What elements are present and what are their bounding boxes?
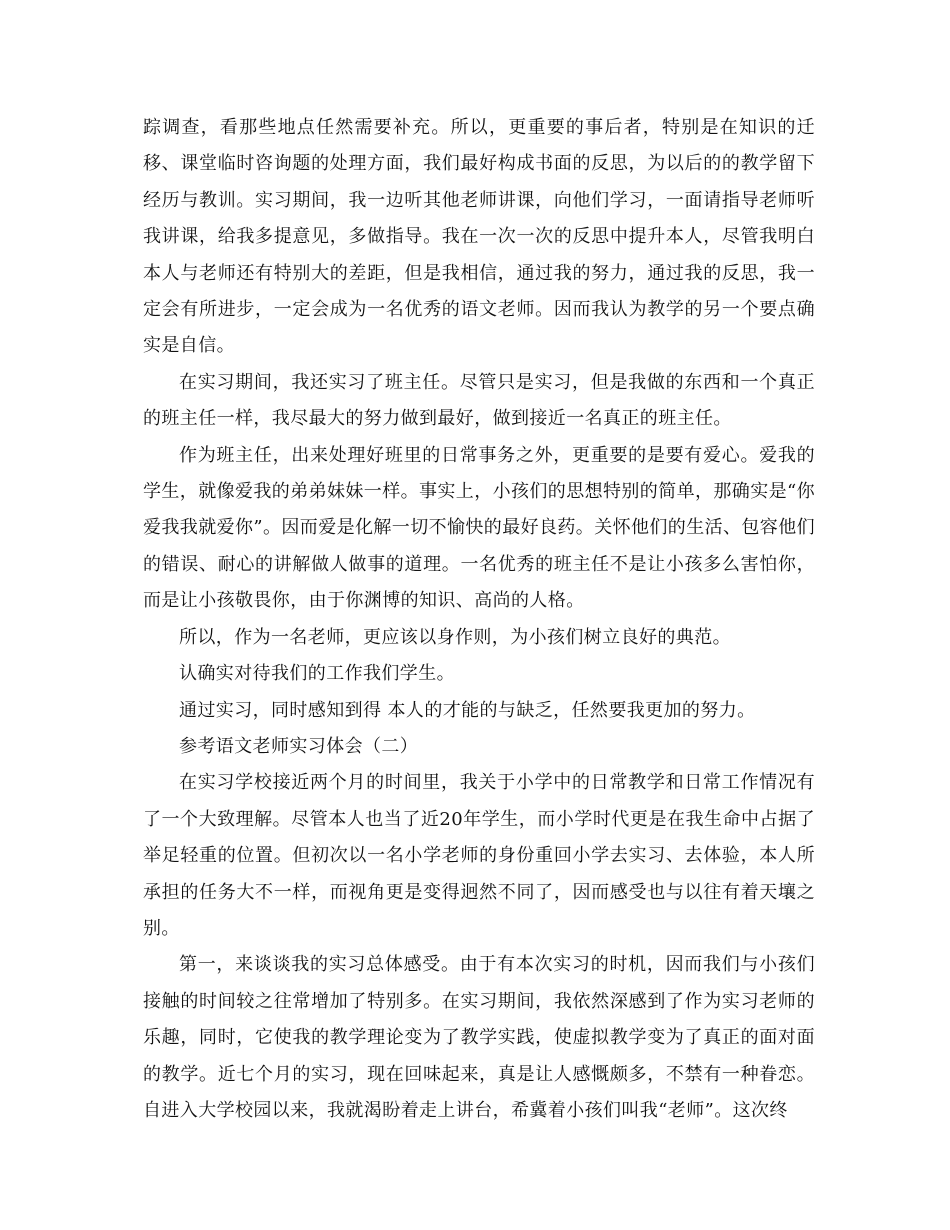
paragraph-2: 在实习期间，我还实习了班主任。尽管只是实习，但是我做的东西和一个真正的班主任一样，我尽最大的努力做到最好，做到接近一名真正的班主任。 xyxy=(143,371,815,430)
paragraph-6: 通过实习，同时感知到得 本人的才能的与缺乏，任然要我更加的努力。 xyxy=(179,699,756,721)
paragraph-5: 认确实对待我们的工作我们学生。 xyxy=(179,663,455,685)
paragraph-4: 所以，作为一名老师，更应该以身作则，为小孩们树立良好的典范。 xyxy=(179,626,731,648)
section-heading: 参考语文老师实习体会（二） xyxy=(179,735,419,757)
paragraph-8: 第一，来谈谈我的实习总体感受。由于有本次实习的时机，因而我们与小孩们接触的时间较之往常增加了特别多。在实习期间，我依然深感到了作为实习老师的乐趣，同时，它使我的教学理论变为了教学实践，使虚拟教学变为了真正的面对面的教学。近七个月的实习，现在回味起来，真是让人感慨颇多，不禁有一种眷恋。自进入大学校园以来，我就渴盼着走上讲台，希冀着小孩们叫我“老师”。这次终 xyxy=(143,954,815,1121)
paragraph-7: 在实习学校接近两个月的时间里，我关于小学中的日常教学和日常工作情况有了一个大致理解。尽管本人也当了近20年学生，而小学时代更是在我生命中占据了举足轻重的位置。但初次以一名小学老师的身份重回小学去实习、去体验，本人所承担的任务大不一样，而视角更是变得迥然不同了，因而感受也与以往有着天壤之别。 xyxy=(143,772,815,939)
paragraph-3: 作为班主任，出来处理好班里的日常事务之外，更重要的是要有爱心。爱我的学生，就像爱我的弟弟妹妹一样。事实上，小孩们的思想特别的简单，那确实是“你爱我我就爱你”。因而爱是化解一切不愉快的最好良药。关怀他们的生活、包容他们的错误、耐心的讲解做人做事的道理。一名优秀的班主任不是让小孩多么害怕你，而是让小孩敬畏你，由于你渊博的知识、高尚的人格。 xyxy=(143,444,815,612)
paragraph-1: 踪调查，看那些地点任然需要补充。所以，更重要的事后者，特别是在知识的迁移、课堂临时咨询题的处理方面，我们最好构成书面的反思，为以后的的教学留下经历与教训。实习期间，我一边听其他老师讲课，向他们学习，一面请指导老师听我讲课，给我多提意见，多做指导。我在一次一次的反思中提升本人，尽管我明白本人与老师还有特别大的差距，但是我相信，通过我的努力，通过我的反思，我一定会有所进步，一定会成为一名优秀的语文老师。因而我认为教学的另一个要点确实是自信。 xyxy=(143,117,815,357)
document-body xyxy=(143,110,815,1129)
